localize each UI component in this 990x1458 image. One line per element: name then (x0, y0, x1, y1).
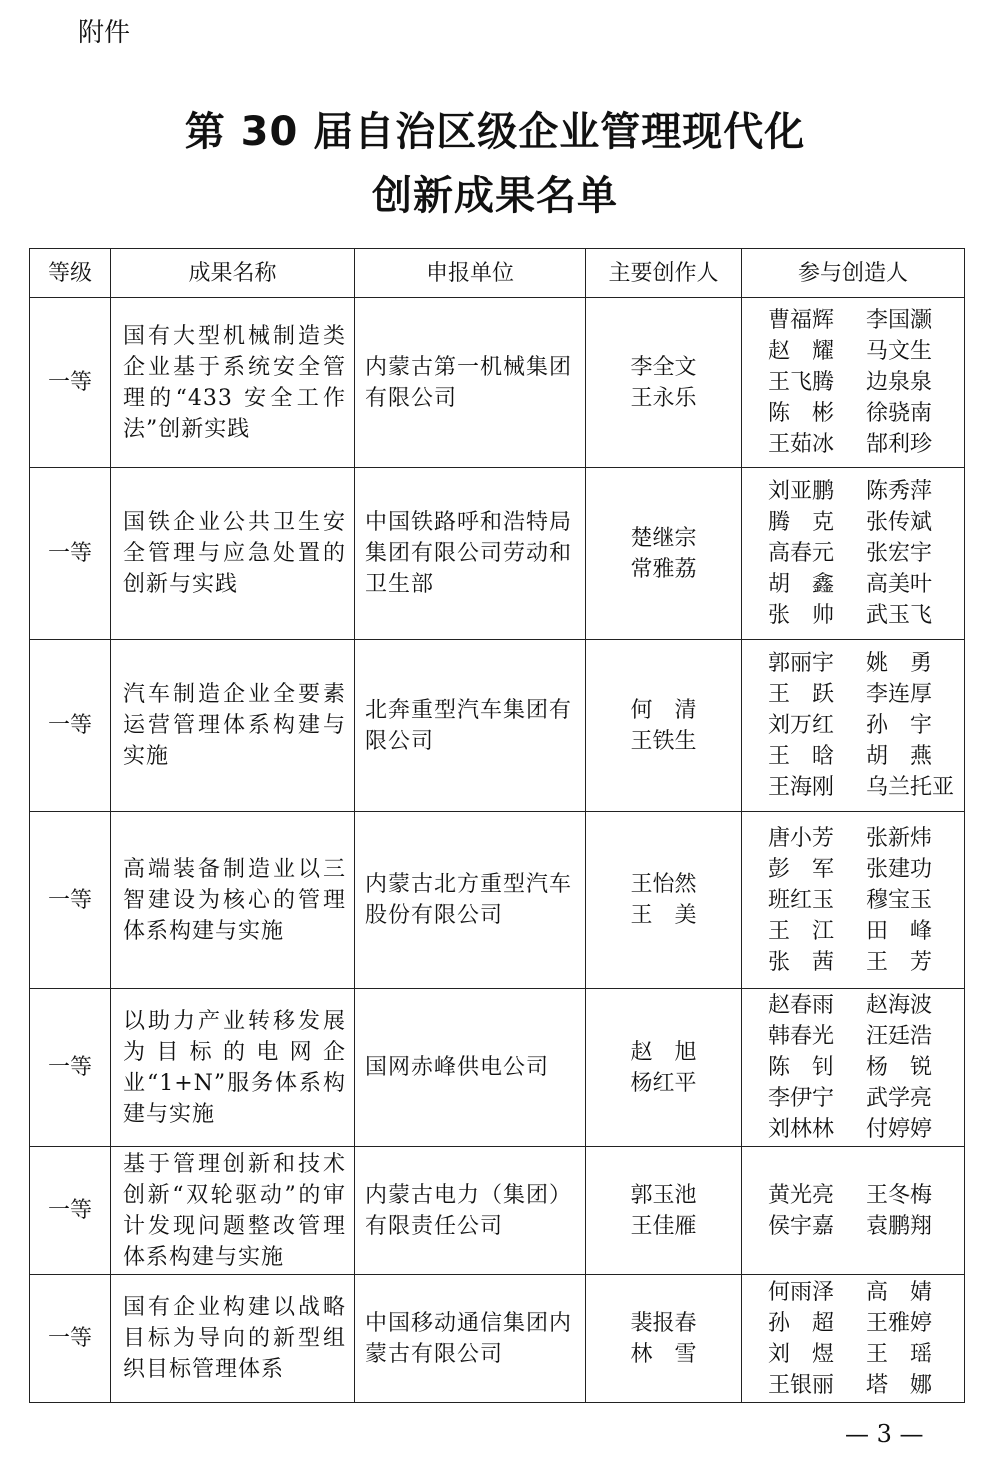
participant: 陈 钊 (768, 1055, 835, 1080)
participant: 腾 克 (768, 510, 835, 535)
results-table (29, 248, 965, 1403)
main-creator: 杨红平 (630, 1070, 697, 1096)
participant: 班红玉 (768, 887, 835, 913)
participant: 孙 宇 (866, 713, 933, 738)
participant: 马文生 (866, 339, 933, 364)
participant: 汪廷浩 (866, 1024, 933, 1049)
participant: 王银丽 (768, 1372, 835, 1398)
participant: 李伊宁 (768, 1086, 835, 1111)
header-reporting-unit: 申报单位 (355, 249, 586, 298)
document-title-line-2: 创新成果名单 (372, 173, 618, 219)
participant: 孙 超 (768, 1310, 835, 1336)
participant: 边泉泉 (866, 370, 933, 395)
attachment-label: 附件 (78, 18, 131, 48)
reporting-unit-cell: 国网赤峰供电公司 (355, 989, 586, 1147)
main-creators-cell (586, 468, 742, 640)
participant: 袁鹏翔 (866, 1213, 933, 1239)
participant: 彭 军 (768, 856, 835, 882)
participant: 穆宝玉 (866, 887, 933, 913)
participant: 郭丽宇 (768, 651, 835, 676)
header-main-creators: 主要创作人 (586, 249, 742, 298)
participants-cell (742, 812, 965, 989)
participant: 张新炜 (866, 825, 933, 851)
participant: 郜利珍 (866, 432, 933, 457)
table-row (30, 989, 965, 1147)
participant: 王茹冰 (768, 432, 835, 457)
achievement-name-cell: 国有大型机械制造类企业基于系统安全管理的“433 安全工作法”创新实践 (111, 298, 355, 468)
achievement-name-cell: 基于管理创新和技术创新“双轮驱动”的审计发现问题整改管理体系构建与实施 (111, 1147, 355, 1275)
achievement-name-cell: 国铁企业公共卫生安全管理与应急处置的创新与实践 (111, 468, 355, 640)
participant: 刘林林 (768, 1117, 835, 1142)
participant: 王海刚 (768, 775, 835, 800)
participant: 赵海波 (866, 993, 933, 1018)
achievement-name-cell: 高端装备制造业以三智建设为核心的管理体系构建与实施 (111, 812, 355, 989)
participant: 王 芳 (866, 949, 933, 975)
participant: 王 瑶 (866, 1341, 933, 1367)
participant: 何雨泽 (768, 1279, 835, 1305)
table-row (30, 812, 965, 989)
participant: 高 婧 (866, 1279, 933, 1305)
level-cell: 一等 (30, 1275, 111, 1403)
main-creators-cell (586, 640, 742, 812)
participant: 徐骁南 (866, 401, 933, 426)
participant: 赵 耀 (768, 339, 835, 364)
participant: 胡 鑫 (768, 572, 835, 597)
header-achievement-name: 成果名称 (111, 249, 355, 298)
main-creator: 楚继宗 (630, 525, 697, 551)
participant: 武学亮 (866, 1086, 933, 1111)
main-creator: 王永乐 (630, 385, 697, 411)
main-creator: 赵 旭 (630, 1039, 697, 1065)
main-creators-cell (586, 1275, 742, 1403)
participants-cell (742, 298, 965, 468)
reporting-unit-cell: 中国移动通信集团内蒙古有限公司 (355, 1275, 586, 1403)
participant: 胡 燕 (866, 744, 933, 769)
main-creator: 王铁生 (630, 728, 697, 754)
table-row (30, 298, 965, 468)
level-cell: 一等 (30, 298, 111, 468)
main-creator: 王佳雁 (630, 1213, 697, 1239)
level-cell: 一等 (30, 812, 111, 989)
table-header-row (30, 249, 965, 298)
main-creator: 常雅荔 (630, 556, 697, 582)
participant: 付婷婷 (866, 1117, 933, 1142)
participant: 姚 勇 (866, 651, 933, 676)
main-creator: 林 雪 (630, 1341, 697, 1367)
achievement-name-cell: 国有企业构建以战略目标为导向的新型组织目标管理体系 (111, 1275, 355, 1403)
participant: 张 茜 (768, 949, 835, 975)
participant: 李连厚 (866, 682, 933, 707)
table-row (30, 640, 965, 812)
main-creator: 李全文 (630, 354, 697, 380)
participant: 张建功 (866, 856, 933, 882)
participant: 杨 锐 (866, 1055, 933, 1080)
participant: 刘 煜 (768, 1341, 835, 1367)
participants-cell (742, 468, 965, 640)
participants-cell (742, 640, 965, 812)
main-creator: 郭玉池 (630, 1182, 697, 1208)
participants-cell (742, 989, 965, 1147)
reporting-unit-cell: 内蒙古北方重型汽车股份有限公司 (355, 812, 586, 989)
level-cell: 一等 (30, 468, 111, 640)
reporting-unit-cell: 北奔重型汽车集团有限公司 (355, 640, 586, 812)
participants-cell (742, 1147, 965, 1275)
participant: 黄光亮 (768, 1182, 835, 1208)
participant: 张宏宇 (866, 541, 933, 566)
page-number: — 3 — (845, 1420, 924, 1448)
participant: 陈 彬 (768, 401, 835, 426)
participant: 赵春雨 (768, 993, 835, 1018)
reporting-unit-cell: 中国铁路呼和浩特局集团有限公司劳动和卫生部 (355, 468, 586, 640)
participant: 王 晗 (768, 744, 835, 769)
main-creator: 王 美 (630, 903, 697, 928)
participant: 高美叶 (866, 572, 933, 597)
main-creator: 何 清 (630, 697, 697, 723)
participant: 田 峰 (866, 918, 933, 944)
main-creators-cell (586, 298, 742, 468)
participant: 刘亚鹏 (768, 479, 835, 504)
participant: 刘万红 (768, 713, 835, 738)
participant: 张 帅 (768, 603, 835, 628)
participant: 侯宇嘉 (768, 1213, 835, 1239)
participant: 王冬梅 (866, 1182, 933, 1208)
participant: 陈秀萍 (866, 479, 933, 504)
main-creators-cell (586, 1147, 742, 1275)
participant: 王 跃 (768, 682, 835, 707)
participant: 唐小芳 (768, 825, 835, 851)
main-creators-cell (586, 989, 742, 1147)
achievement-name-cell: 以助力产业转移发展为目标的电网企业“1+N”服务体系构建与实施 (111, 989, 355, 1147)
participant: 张传斌 (866, 510, 933, 535)
document-title-line-1: 第 30 届自治区级企业管理现代化 (184, 109, 806, 155)
participant: 塔 娜 (866, 1372, 933, 1398)
main-creator: 王怡然 (630, 872, 697, 897)
participant: 乌兰托亚 (866, 775, 955, 800)
main-creators-cell (586, 812, 742, 989)
table-row (30, 1147, 965, 1275)
participant: 武玉飞 (866, 603, 933, 628)
participant: 王飞腾 (768, 370, 835, 395)
participant: 王 江 (768, 918, 835, 944)
participant: 李国灏 (866, 308, 933, 333)
participant: 高春元 (768, 541, 835, 566)
table-row (30, 1275, 965, 1403)
participant: 韩春光 (768, 1024, 835, 1049)
level-cell: 一等 (30, 640, 111, 812)
achievement-name-cell: 汽车制造企业全要素运营管理体系构建与实施 (111, 640, 355, 812)
participant: 王雅婷 (866, 1310, 933, 1336)
reporting-unit-cell: 内蒙古第一机械集团有限公司 (355, 298, 586, 468)
level-cell: 一等 (30, 989, 111, 1147)
reporting-unit-cell: 内蒙古电力（集团）有限责任公司 (355, 1147, 586, 1275)
participants-cell (742, 1275, 965, 1403)
level-cell: 一等 (30, 1147, 111, 1275)
participant: 曹福辉 (768, 308, 835, 333)
table-row (30, 468, 965, 640)
header-level: 等级 (30, 249, 111, 298)
header-participants: 参与创造人 (742, 249, 965, 298)
main-creator: 裴报春 (630, 1310, 697, 1336)
